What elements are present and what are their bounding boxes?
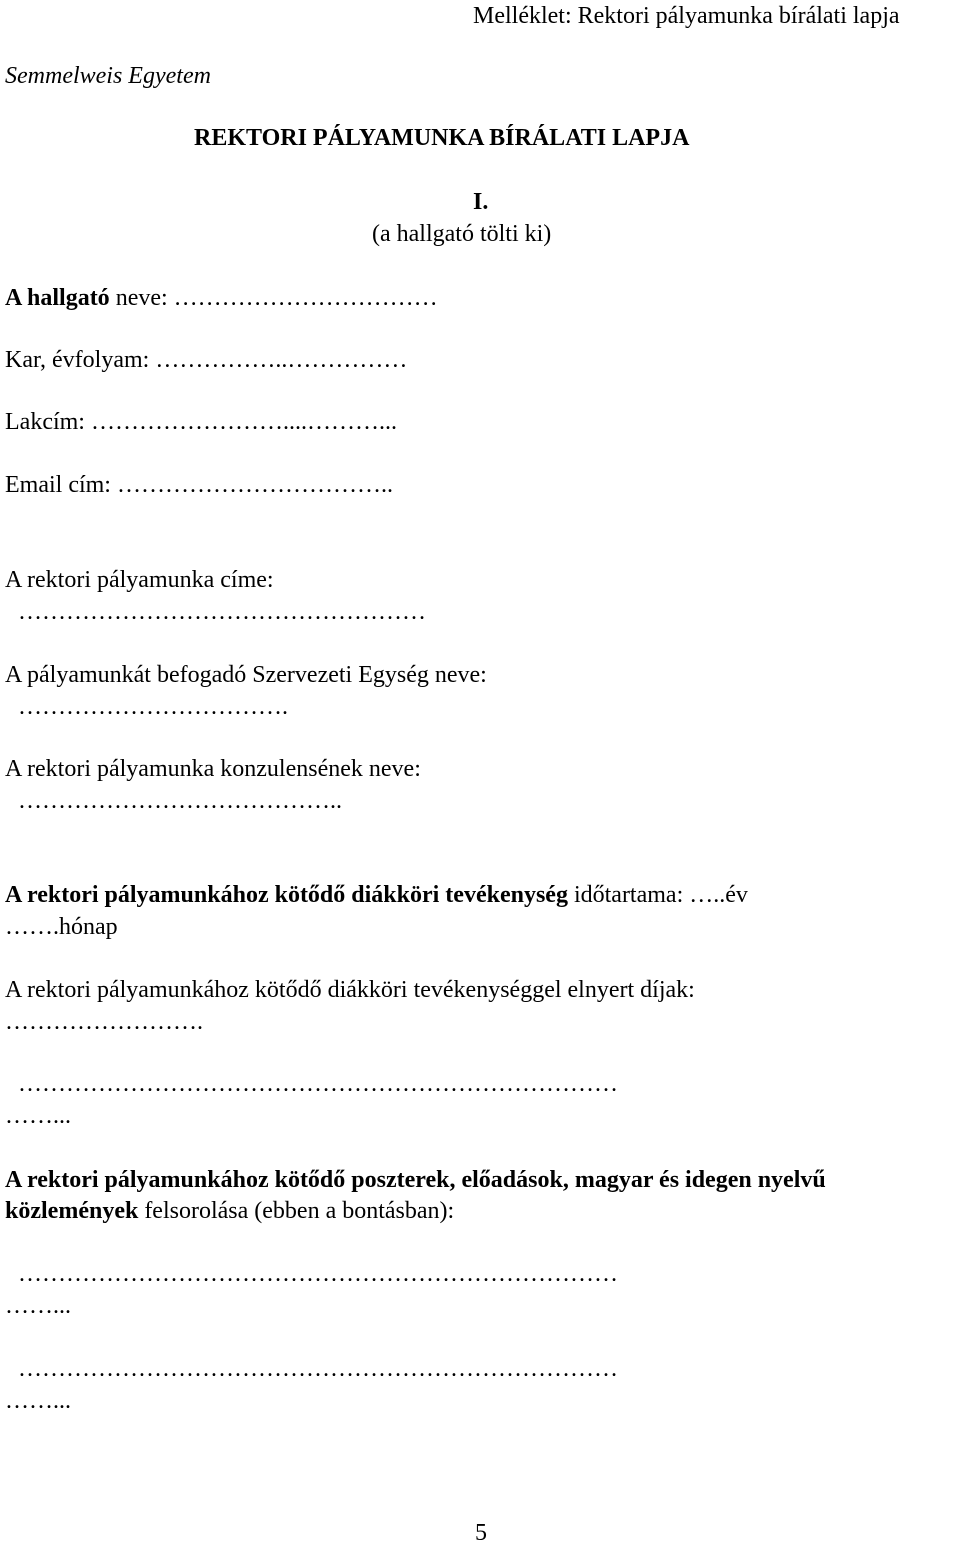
address-row xyxy=(5,410,397,434)
duration-row xyxy=(5,883,748,907)
publications-label-2 xyxy=(5,1199,454,1223)
duration-months[interactable]: …….hónap xyxy=(5,914,118,940)
publications-field-3[interactable]: ………………………………………………………………… xyxy=(18,1356,618,1382)
appendix-label: Melléklet: Rektori pályamunka bírálati lapja xyxy=(473,3,900,29)
consultant-label: A rektori pályamunka konzulensének neve: xyxy=(5,756,421,782)
publications-label-bold: közlemények xyxy=(5,1198,139,1224)
page-title: REKTORI PÁLYAMUNKA BÍRÁLATI LAPJA xyxy=(194,125,690,151)
university-name: Semmelweis Egyetem xyxy=(5,63,211,89)
awards-field-1[interactable]: ……………………. xyxy=(5,1009,203,1035)
address-field[interactable]: ……………………....………... xyxy=(90,409,397,435)
section-note: (a hallgató tölti ki) xyxy=(372,221,552,247)
faculty-year-field[interactable]: ……………..…………… xyxy=(155,347,408,373)
host-unit-field[interactable]: ……………………………. xyxy=(18,694,288,720)
student-name-row xyxy=(5,286,438,310)
publications-field-1[interactable]: ………………………………………………………………… xyxy=(18,1261,618,1287)
publications-field-2[interactable]: ……... xyxy=(5,1293,71,1319)
email-field[interactable]: …………………………….. xyxy=(116,472,393,498)
faculty-year-label: Kar, évfolyam: xyxy=(5,347,150,373)
work-title-label: A rektori pályamunka címe: xyxy=(5,567,274,593)
duration-label-bold: A rektori pályamunkához kötődő diákköri tevékenység xyxy=(5,882,568,908)
awards-field-3[interactable]: ……... xyxy=(5,1103,71,1129)
faculty-year-row xyxy=(5,348,407,372)
awards-field-2[interactable]: ………………………………………………………………… xyxy=(18,1071,618,1097)
address-label: Lakcím: xyxy=(5,409,85,435)
duration-label: időtartama: …..év xyxy=(567,882,748,908)
student-name-field[interactable]: …………………………… xyxy=(173,285,438,311)
consultant-field[interactable]: ………………………………….. xyxy=(18,788,342,814)
email-row xyxy=(5,473,393,497)
section-number: I. xyxy=(473,189,489,215)
email-label: Email cím: xyxy=(5,472,111,498)
work-title-field[interactable]: …………………………………………… xyxy=(18,599,426,625)
student-name-label: neve: xyxy=(109,285,168,311)
publications-field-4[interactable]: ……... xyxy=(5,1388,71,1414)
publications-label-rest: felsorolása (ebben a bontásban): xyxy=(138,1198,455,1224)
publications-label-1: A rektori pályamunkához kötődő poszterek, előadások, magyar és idegen nyelvű xyxy=(5,1167,826,1193)
student-name-label-bold: A hallgató xyxy=(5,285,110,311)
awards-label: A rektori pályamunkához kötődő diákköri tevékenységgel elnyert díjak: xyxy=(5,977,695,1003)
host-unit-label: A pályamunkát befogadó Szervezeti Egység neve: xyxy=(5,662,487,688)
page-number: 5 xyxy=(475,1520,487,1546)
